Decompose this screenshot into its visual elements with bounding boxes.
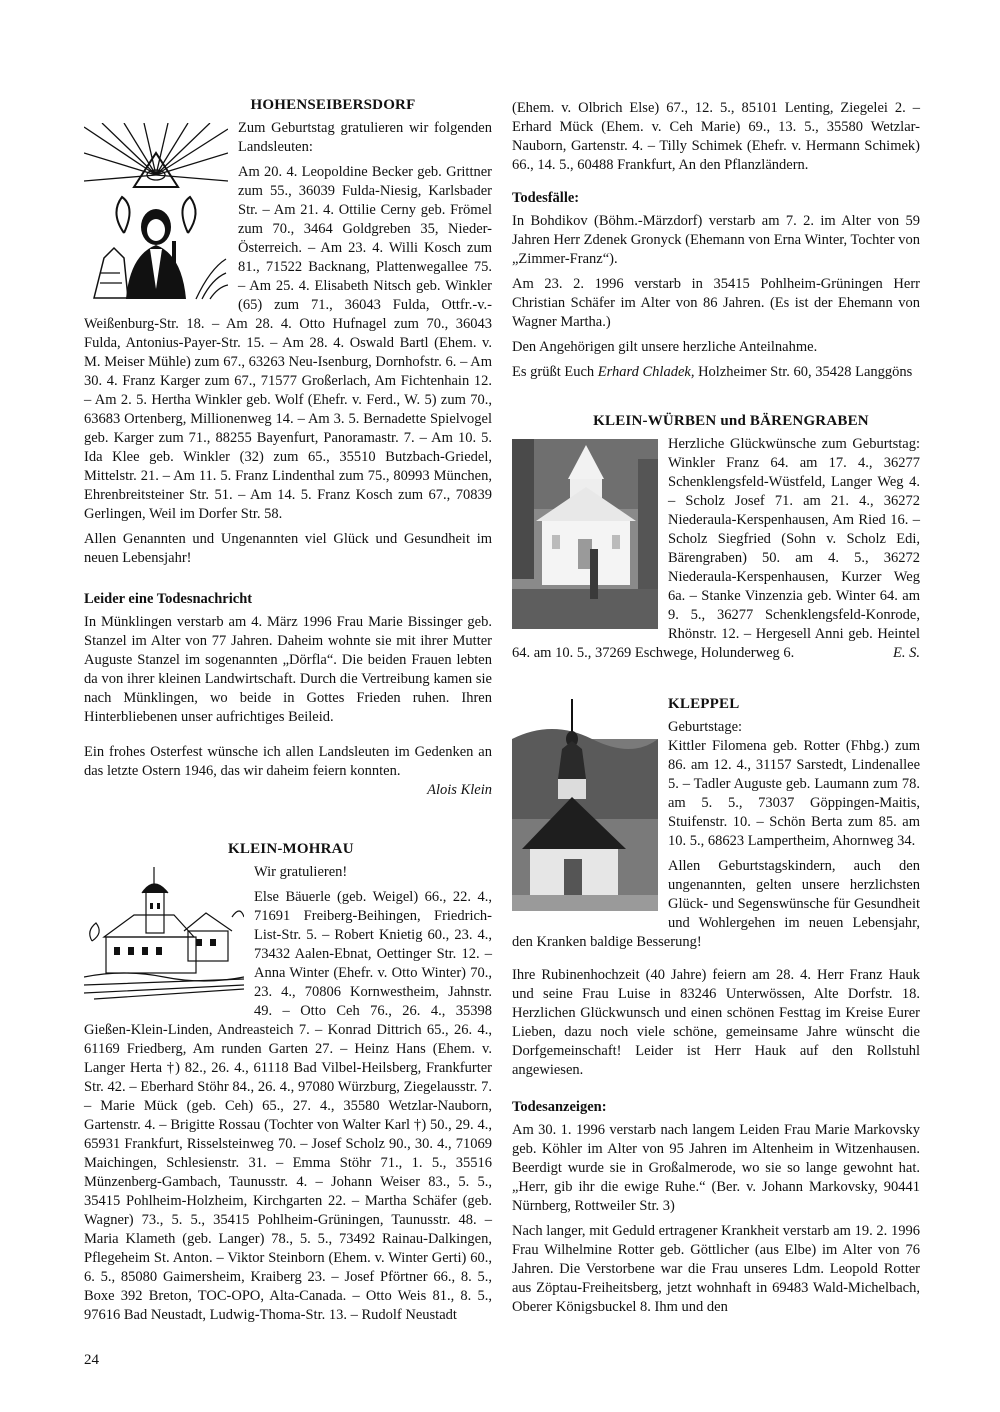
easter-signature: Alois Klein [427,782,492,798]
sympathy-line: Den Angehörigen gilt unsere herzliche Anteilnahme. [512,339,818,355]
kleppel-wishes: Allen Geburtstagskindern, auch den ungenannten, gelten unsere herzlichsten Glück- und Segenswünsche für Gesundheit und Wohlergehen im neuen Lebensjahr, den Kranken baldige Besserung! [512,858,920,950]
death-notice-text: In Münklingen verstarb am 4. März 1996 Frau Marie Bissinger geb. Stanzel im Alter von 77 Jahren. Daheim wohnte sie mit ihrer Mutter Auguste Stanzel im sogenannten „Dörfla“. Die beiden Frauen lebten da von ihrer kleinen Landwirtschaft. Durch die Vertreibung kamen sie nach Münklingen, wo beide in Gottes Frieden ruhen. Ihren Hinterbliebenen unser aufrichtiges Beileid. [84,614,492,725]
kleinwuerben-chapel-photo [512,439,658,629]
kleppel-chapel-photo [512,699,658,911]
death-announcements-heading: Todesanzeigen: [512,1099,607,1115]
left-column [84,96,492,1331]
hohenseibersdorf-closing: Allen Genannten und Ungenannten viel Glück und Gesundheit im neuen Lebensjahr! [84,531,492,566]
hohenseibersdorf-intro: Zum Geburtstag gratulieren wir folgenden Landsleuten: [238,120,492,155]
death-rotter: Nach langer, mit Geduld ertragener Krankheit verstarb am 19. 2. 1996 Frau Wilhelmine Rotter geb. Göttlicher (aus Elbe) im Alter von 76 Jahren. Die Verstorbene war die Frau unseres Ldm. Leopold Rotter aus Zöptau-Freiheitsberg, jetzt wohnhaft in 69483 Wald-Michelbach, Oberer Königsbuckel 8. Ihm und den [512,1223,920,1315]
page-number: 24 [84,1352,99,1368]
ruby-wedding-announcement: Ihre Rubinenhochzeit (40 Jahre) feiern am 28. 4. Herr Franz Hauk und seine Frau Luise in 83246 Unterwössen, Alte Dorfstr. 18. Herzlichen Glückwunsch und einen schönen Festtag im Kreise Eurer Lieben, dazu noch viele schöne, gemeinsame Jahre wünscht die Dorfgemeinschaft! Leider ist Herr Hauk auf den Rollstuhl angewiesen. [512,967,920,1078]
greeting-prefix: Es grüßt Euch [512,364,598,380]
death-markovsky: Am 30. 1. 1996 verstarb nach langem Leiden Frau Marie Markovsky geb. Köhler im Alter von 95 Jahren im Altenheim in Witzenhausen. Beerdigt wurde sie in Großalmerode, wo sie so lange gewohnt hat. „Herr, gib ihr die ewige Ruhe.“ (Ber. v. Johann Markovsky, 90441 Nürnberg, Rottweiler Str. 3) [512,1122,920,1214]
death-gronyck: In Bohdikov (Böhm.-Märzdorf) verstarb am 7. 2. im Alter von 59 Jahren Herr Zdenek Gronyck (Ehemann von Erna Winter, Tochter von „Zimmer-Franz“). [512,213,920,267]
easter-greeting: Ein frohes Osterfest wünsche ich allen Landsleuten im Gedenken an das letzte Ostern 1946, das wir daheim feiern konnten. [84,744,492,779]
hohenseibersdorf-birthdays: Am 20. 4. Leopoldine Becker geb. Grittner zum 55., 36039 Fulda-Niesig, Karlsbader Str. – Am 21. 4. Ottilie Cerny geb. Frömel zum 70., 3464 Goldgreben 35, Nieder-Österreich. – Am 23. 4. Willi Kosch zum 81., 71522 Backnang, Plattenwegallee 75. – Am 25. 4. Elisabeth Nitsch geb. Winkler (65) zum 71., 36043 Fulda, Ottfr.-v.-Weißenburg-Str. 18. – Am 28. 4. Otto Hufnagel zum 70., 36043 Fulda, Antonius-Payer-Str. 15. – Am 28. 4. Oswald Bartl (Ehem. v. M. Meiser Mühle) zum 67., 63263 Neu-Isenburg, Dornhofstr. 6. – Am 30. 4. Franz Karger zum 67., 71577 Großerlach, Am Fichtenhain 12. – Am 2. 5. Hertha Winkler geb. Wolf (Ehefr. v. Ferd., W. 5) zum 70., 63683 Ortenberg, Millionenweg 14. – Am 3. 5. Bernadette Spielvogel geb. Karger zum 71., 88255 Bayenfurt, Panoramastr. 7. – Am 10. 5. Ida Klee geb. Winkler (32) zum 65., 35510 Butzbach-Griedel, Mittelstr. 21. – Am 11. 5. Franz Lindenthal zum 75., 80993 München, Ehrenbreitsteiner Str. 51. – Am 14. 5. Franz Kosch zum 67., 70839 Gerlingen, Weil im Dorfer Str. 58. [84,164,492,522]
kleinmohrau-heading: KLEIN-MOHRAU [228,841,354,857]
kleinwuerben-signature: E. S. [893,645,920,661]
kleinwuerben-heading: KLEIN-WÜRBEN und BÄRENGRABEN [593,413,869,429]
right-column [512,99,920,1323]
kleppel-birthdays: Kittler Filomena geb. Rotter (Fhbg.) zum 86. am 12. 4., 31157 Sarstedt, Lindenallee 5. – Tadler Auguste geb. Laumann zum 78. am 5. 5., 73037 Göppingen-Maitis, Stuifenstr. 10. – Schön Berta zum 85. am 10. 5., 68623 Lampertheim, Ahornweg 34. [668,738,920,849]
kleppel-intro: Geburtstage: [668,719,743,735]
greeting-author: Erhard Chladek, [597,364,695,380]
death-notice-heading: Leider eine Todesnachricht [84,591,253,607]
death-schaefer: Am 23. 2. 1996 verstarb in 35415 Pohlheim-Grüningen Herr Christian Schäfer im Alter von 86 Jahren. (Es ist der Ehemann von Wagner Martha.) [512,276,920,330]
hohenseibersdorf-heading: HOHENSEIBERSDORF [250,97,416,113]
hohenseibersdorf-emblem-image [84,123,228,303]
kleinmohrau-birthdays: Else Bäuerle (geb. Weigel) 66., 22. 4., 71691 Freiberg-Beihingen, Friedrich-List-Str. 5. – Robert Knietig 60., 23. 4., 73432 Aalen-Ebnat, Oettinger Str. 12. – Anna Winter (Ehefr. v. Otto Winter) 70., 23. 4., 70806 Kornwestheim, Jahnstr. 49. – Otto Ceh 76., 26. 4., 35398 Gießen-Klein-Linden, Andreasteich 7. – Konrad Dittrich 65., 26. 4., 61169 Friedberg, Am runden Garten 27. – Heinz Hans (Ehem. v. Langer Herta †) 82., 26. 4., 61118 Bad Vilbel-Heilsberg, Frankfurter Str. 42. – Eberhard Stöhr 84., 26. 4., 97080 Würzburg, Ziegelausstr. 7. – Marie Mück (geb. Ceh) 65., 27. 4., 35580 Wetzlar-Nauborn, Gartenstr. 4. – Brigitte Rossau (Tochter von Walter Karl †) 50., 29. 4., 65931 Frankfurt, Risselsteinweg 70. – Josef Scholz 90., 30. 4., 71069 Maichingen, Schlesienstr. 31. – Emma Stöhr 71., 1. 5., 35516 Münzenberg-Gambach, Taunusstr. 4. – Johann Weiser 83., 5. 5., 35415 Pohlheim-Holzheim, Kirchgarten 22. – Martha Schäfer (geb. Wagner) 73., 5. 5., 35415 Pohlheim-Grüningen, Taunusstr. 48. – Maria Klameth (geb. Langer) 78., 5. 5., 73492 Rainau-Dalkingen, Pflegeheim St. Anton. – Viktor Steinborn (Ehem. v. Winter Gerti) 60., 6. 5., 85080 Gaimersheim, Kraiberg 23. – Josef Pförtner 66., 8. 5., Boxe 392 Breton, TOC-OPO, Alta-Canada. – Otto Weis 81., 8. 5., 97616 Bad Neustadt, Ludwig-Thoma-Str. 13. – Rudolf Neustadt [84,889,492,1323]
kleinwuerben-birthdays-text: Herzliche Glückwünsche zum Geburtstag: Winkler Franz 64. am 17. 4., 36277 Schenklengsfeld-Wüstfeld, Langer Weg 4. – Scholz Josef 71. am 21. 4., 36272 Niederaula-Kerspenhausen, Am Ried 16. – Scholz Siegfried (Sohn v. Scholz Edi, Bärengraben) 50. am 4. 5., 36272 Niederaula-Kerspenhausen, Kurzer Weg 6a. – Stanke Vinzenzia geb. Winter 64. am 9. 5., 36277 Schenklengsfeld-Konrode, Rhönstr. 12. – Hergesell Anni geb. Heintel 64. am 10. 5., 37269 Eschwege, Holunderweg 6. [512,436,920,661]
greeting-address: Holzheimer Str. 60, 35428 Langgöns [694,364,913,380]
kleinmohrau-continuation: (Ehem. v. Olbrich Else) 67., 12. 5., 85101 Lenting, Ziegelei 2. – Erhard Mück (Ehem. v. Ceh Marie) 69., 13. 5., 35580 Wetzlar-Nauborn, Gartenstr. 4. – Tilly Schimek (Ehefr. v. Hermann Schimek) 66., 14. 5., 60488 Frankfurt, An den Pflanzländern. [512,100,920,173]
kleppel-heading: KLEPPEL [668,696,740,712]
deaths-heading: Todesfälle: [512,190,580,206]
kleinmohrau-intro: Wir gratulieren! [254,864,348,880]
kleinmohrau-village-drawing [84,867,244,1003]
greeting-line [512,363,920,382]
